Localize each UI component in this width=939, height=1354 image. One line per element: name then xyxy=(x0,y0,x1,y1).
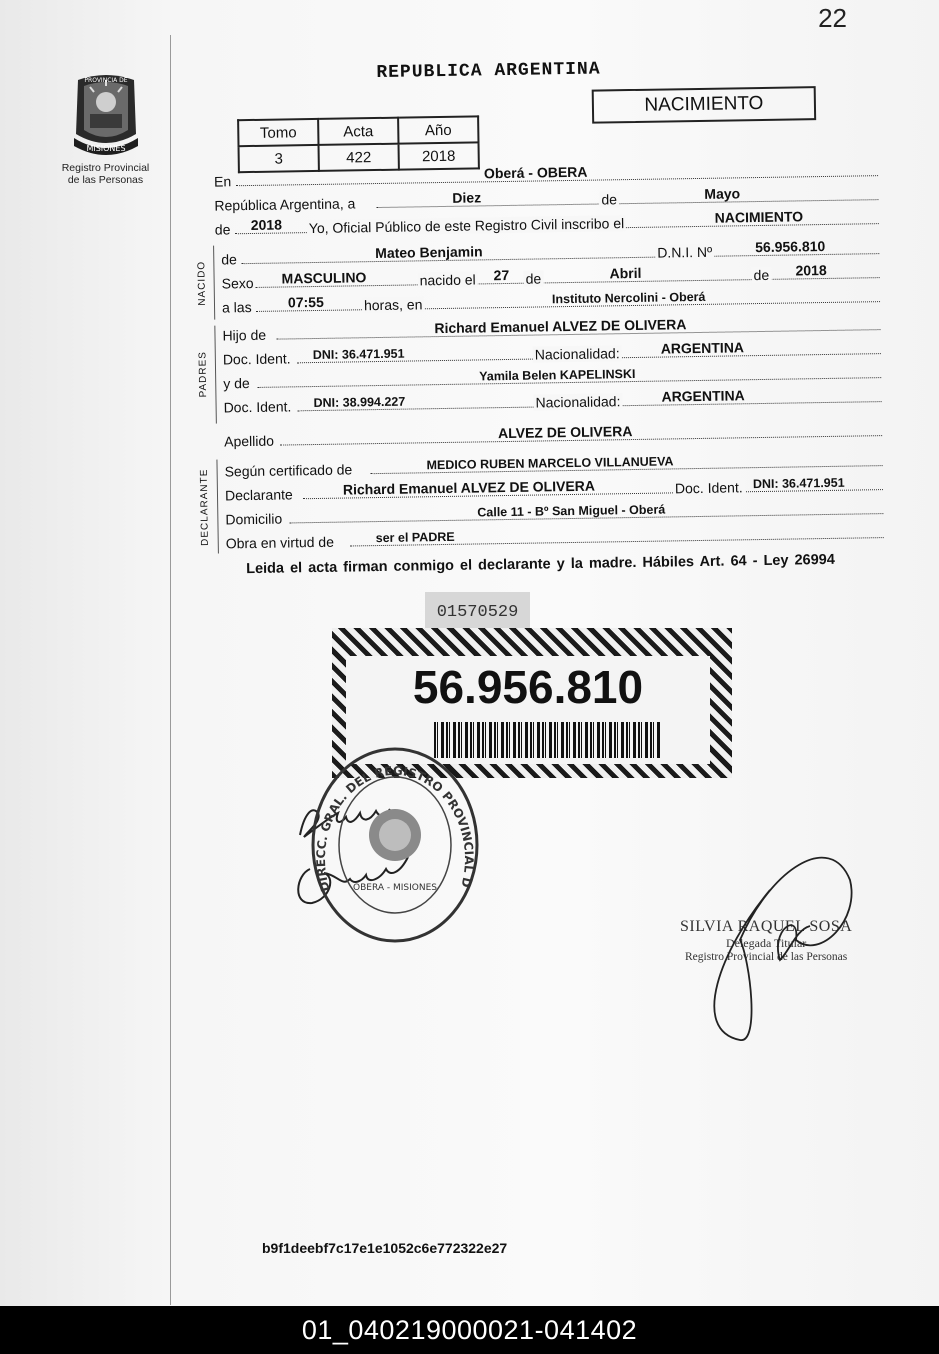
registry-value-tomo: 3 xyxy=(239,145,319,172)
doctor-value: MEDICO RUBEN MARCELO VILLANUEVA xyxy=(426,454,674,473)
province-emblem-icon xyxy=(66,72,146,162)
padres-side-label: PADRES xyxy=(197,350,209,398)
birth-place-value: Instituto Nercolini - Oberá xyxy=(551,289,706,307)
certificado-label: Según certificado de xyxy=(224,461,353,480)
doc-ident-label-1: Doc. Ident. xyxy=(222,350,291,368)
registry-logo xyxy=(58,72,153,186)
a-las-label: a las xyxy=(221,299,252,316)
document-hash: b9f1deebf7c17e1e1052c6e772322e27 xyxy=(262,1240,508,1256)
registry-value-anio: 2018 xyxy=(398,142,478,169)
officer-org: Registro Provincial de las Personas xyxy=(685,951,848,963)
doc-ident-label-2: Doc. Ident. xyxy=(223,398,292,416)
row-surname xyxy=(218,417,882,449)
father-name-value: Richard Emanuel ALVEZ DE OLIVERA xyxy=(434,316,687,337)
act-type-box: NACIMIENTO xyxy=(592,86,817,124)
address-value: Calle 11 - Bº San Miguel - Oberá xyxy=(477,502,666,520)
child-dni-value: 56.956.810 xyxy=(755,237,826,256)
page-number: 22 xyxy=(818,3,847,33)
birth-month-value: Abril xyxy=(609,264,642,282)
svg-text:MISIONES: MISIONES xyxy=(85,144,126,153)
hijo-label: Hijo de xyxy=(222,326,267,344)
capacity-value: ser el PADRE xyxy=(375,529,455,546)
logo-caption-line-1: Registro Provincial xyxy=(61,162,150,174)
declarante-label: Declarante xyxy=(224,486,293,504)
document-id-footer: 01_040219000021-041402 xyxy=(0,1306,939,1354)
child-name-value: Mateo Benjamin xyxy=(375,243,483,262)
svg-text:PROVINCIA DE: PROVINCIA DE xyxy=(83,77,128,84)
mother-doc-value: DNI: 38.994.227 xyxy=(313,394,406,411)
birth-year-value: 2018 xyxy=(795,261,827,279)
binding-margin-line xyxy=(170,35,171,1305)
registry-seal-icon xyxy=(300,740,490,950)
de-label-5: de xyxy=(753,266,770,284)
registry-header-anio: Año xyxy=(398,116,478,143)
month-value: Mayo xyxy=(704,185,741,202)
svg-text:DIRECC. GRAL. DEL REGISTRO PRO: DIRECC. GRAL. DEL REGISTRO PROVINCIAL D xyxy=(313,763,477,894)
doc-ident-label-3: Doc. Ident. xyxy=(674,479,743,497)
y-de-label: y de xyxy=(223,375,250,392)
horas-label: horas, en xyxy=(363,296,423,314)
serial-number-stamp: 01570529 xyxy=(425,592,530,632)
birth-time-value: 07:55 xyxy=(287,293,324,311)
country-title: REPUBLICA ARGENTINA xyxy=(376,59,601,84)
mother-nationality-value: ARGENTINA xyxy=(661,387,745,405)
nacido-side-label: NACIDO xyxy=(195,260,208,306)
de-label: de xyxy=(601,191,618,208)
inscribe-type-value: NACIMIENTO xyxy=(714,208,804,226)
registry-table-header-row xyxy=(238,116,478,146)
nacido-label: nacido el xyxy=(419,271,476,289)
registry-value-acta: 422 xyxy=(319,144,399,171)
nacionalidad-label-1: Nacionalidad: xyxy=(534,345,620,363)
logo-caption-line-2: de las Personas xyxy=(67,174,144,186)
registry-header-tomo: Tomo xyxy=(238,119,318,146)
de-label-4: de xyxy=(525,270,542,287)
day-value: Diez xyxy=(452,189,482,206)
officer-signature xyxy=(700,830,860,1050)
father-doc-value: DNI: 36.471.951 xyxy=(312,346,405,363)
closing-statement: Leida el acta firman conmigo el declarante y la madre. Hábiles Art. 64 - Ley 26994 xyxy=(246,551,835,578)
mother-name-value: Yamila Belen KAPELINSKI xyxy=(479,366,636,384)
republica-label: República Argentina, a xyxy=(214,195,356,214)
registry-header-acta: Acta xyxy=(318,118,398,145)
de-label-2: de xyxy=(214,221,231,238)
dni-label: D.N.I. Nº xyxy=(657,243,713,261)
sexo-label: Sexo xyxy=(221,274,254,292)
officer-title: Delegada Titular xyxy=(725,936,807,950)
dni-sticker-number: 56.956.810 xyxy=(412,661,644,713)
father-nationality-value: ARGENTINA xyxy=(660,339,745,357)
declarant-doc-value: DNI: 36.471.951 xyxy=(752,475,845,492)
official-seal xyxy=(300,740,490,955)
apellido-label: Apellido xyxy=(224,432,275,450)
de-label-3: de xyxy=(221,251,237,268)
domicilio-label: Domicilio xyxy=(225,510,283,528)
year-value: 2018 xyxy=(250,216,283,234)
declarante-side-label: DECLARANTE xyxy=(199,468,212,546)
officer-name: SILVIA RAQUEL SOSA xyxy=(680,918,853,935)
en-label: En xyxy=(213,173,232,190)
place-value: Oberá - OBERA xyxy=(483,163,588,182)
birth-day-value: 27 xyxy=(493,266,510,284)
declarant-name-value: Richard Emanuel ALVEZ DE OLIVERA xyxy=(342,477,596,498)
surname-value: ALVEZ DE OLIVERA xyxy=(497,423,633,442)
obra-label: Obra en virtud de xyxy=(225,533,335,552)
svg-text:OBERA - MISIONES: OBERA - MISIONES xyxy=(353,883,437,893)
nacionalidad-label-2: Nacionalidad: xyxy=(535,393,621,411)
sex-value: MASCULINO xyxy=(281,269,367,287)
oficial-text: Yo, Oficial Público de este Registro Civil inscribo el xyxy=(308,215,625,237)
